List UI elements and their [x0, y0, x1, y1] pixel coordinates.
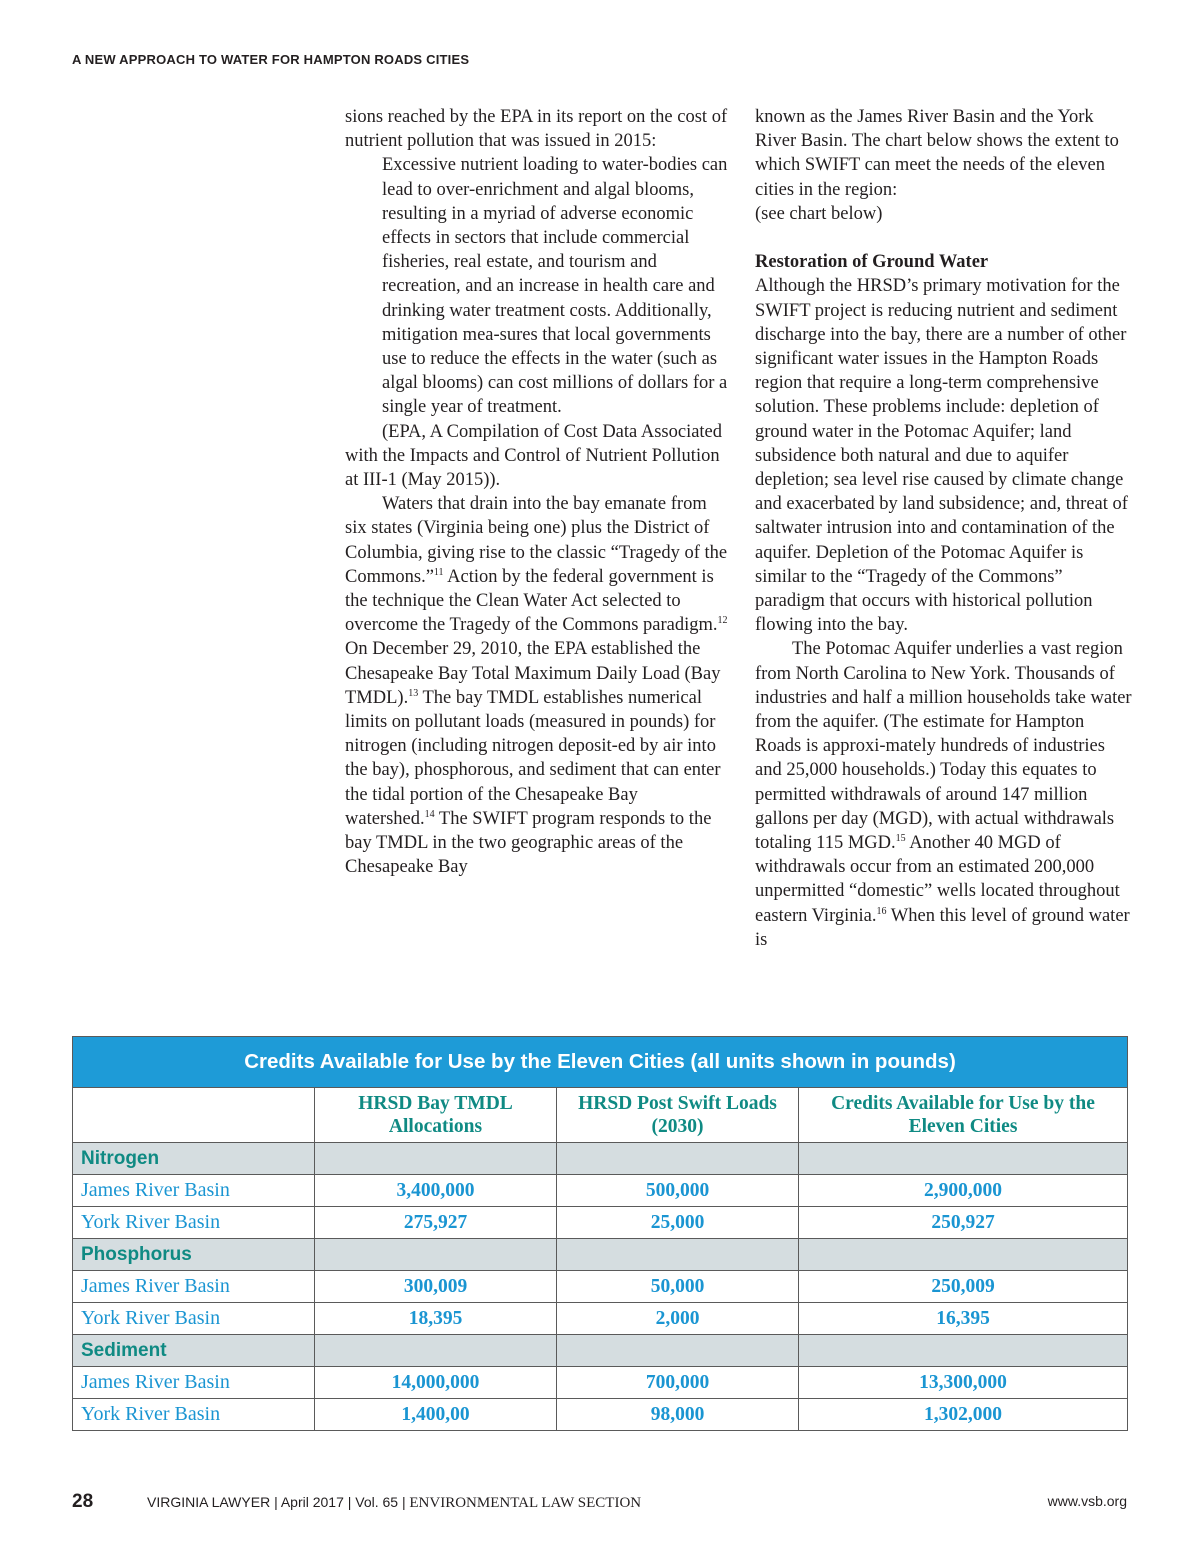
post-swift-load: 700,000	[557, 1367, 799, 1399]
credits-available: 13,300,000	[799, 1367, 1128, 1399]
footnote-marker: 11	[433, 566, 444, 578]
empty-cell	[315, 1239, 557, 1271]
tmdl-allocation: 3,400,000	[315, 1175, 557, 1207]
text-run: Another 40 MGD of withdrawals occur from an estimated 200,000 unpermitted “domestic” wells located throughout eastern Virginia.	[755, 833, 1120, 926]
magazine-info: VIRGINIA LAWYER | April 2017 | Vol. 65 |	[147, 1494, 406, 1510]
table-header-row	[73, 1088, 1128, 1143]
paragraph: Although the HRSD’s primary motivation for the SWIFT project is reducing nutrient and sediment discharge into the bay, there are a number of other significant water issues in the Hampton Roads region that require a long-term comprehensive solution. These problems include: depletion of ground water in the Potomac Aquifer; land subsidence both natural and due to aquifer depletion; sea level rise caused by climate change and exacerbated by land subsidence; and, threat of saltwater intrusion into and contamination of the aquifer. Depletion of the Potomac Aquifer is similar to the “Tragedy of the Commons” paradigm that occurs with historical pollution flowing into the bay.	[755, 276, 1128, 636]
credits-available: 1,302,000	[799, 1399, 1128, 1431]
footnote-marker: 13	[408, 687, 419, 699]
post-swift-load: 25,000	[557, 1207, 799, 1239]
table-row	[73, 1207, 1128, 1239]
basin-name: York River Basin	[73, 1207, 315, 1239]
group-row-sediment	[73, 1335, 1128, 1367]
footnote-marker: 16	[876, 905, 887, 917]
spacer	[755, 226, 1135, 250]
footnote-marker: 12	[717, 615, 728, 627]
article-column-right	[755, 105, 1135, 952]
table-title: Credits Available for Use by the Eleven Cities (all units shown in pounds)	[73, 1037, 1128, 1088]
paragraph	[755, 637, 1135, 952]
text-run: The Potomac Aquifer underlies a vast region from North Carolina to New York. Thousands of industries and half a million households take water from the aquifer. (The estimate for Hampton Roads is approxi-mately hundreds of industries and 25,000 households.) Today this equates to permitted withdrawals of around 147 million gallons per day (MGD), with actual withdrawals totaling 115 MGD.	[755, 639, 1132, 854]
tmdl-allocation: 300,009	[315, 1271, 557, 1303]
tmdl-allocation: 18,395	[315, 1303, 557, 1335]
table-row	[73, 1399, 1128, 1431]
text-run: The SWIFT program responds to the bay TMDL in the two geographic areas of the Chesapeake Bay	[345, 808, 712, 878]
article-column-middle	[345, 105, 729, 880]
credits-table	[72, 1036, 1128, 1431]
empty-cell	[315, 1335, 557, 1367]
paragraph: sions reached by the EPA in its report on the cost of nutrient pollution that was issued in 2015:	[345, 107, 728, 152]
paragraph: known as the James River Basin and the York River Basin. The chart below shows the extent to which SWIFT can meet the needs of the eleven cities in the region:	[755, 107, 1119, 200]
text-run: On December 29, 2010, the EPA established the Chesapeake Bay Total Maximum Daily Load (Bay TMDL).	[345, 639, 721, 708]
credits-available: 2,900,000	[799, 1175, 1128, 1207]
footnote-marker: 14	[424, 808, 435, 820]
basin-name: James River Basin	[73, 1271, 315, 1303]
group-label: Nitrogen	[73, 1143, 315, 1175]
table-row	[73, 1367, 1128, 1399]
post-swift-load: 500,000	[557, 1175, 799, 1207]
section-subhead: Restoration of Ground Water	[755, 252, 989, 273]
post-swift-load: 2,000	[557, 1303, 799, 1335]
tmdl-allocation: 275,927	[315, 1207, 557, 1239]
empty-cell	[557, 1239, 799, 1271]
block-quote: Excessive nutrient loading to water-bodies can lead to over-enrichment and algal blooms, resulting in a myriad of adverse economic effects in sectors that include commercial fisheries, real estate, and tourism and recreation, and an increase in health care and drinking water treatment costs. Additionally, mitigation mea-sures that local governments use to reduce the effects in the water (such as algal blooms) can cost millions of dollars for a single year of treatment.	[382, 155, 728, 418]
basin-name: York River Basin	[73, 1399, 315, 1431]
column-header	[73, 1088, 315, 1143]
credits-available: 250,927	[799, 1207, 1128, 1239]
group-row-nitrogen	[73, 1143, 1128, 1175]
column-header: HRSD Bay TMDL Allocations	[315, 1088, 557, 1143]
empty-cell	[557, 1143, 799, 1175]
empty-cell	[799, 1335, 1128, 1367]
running-head: A NEW APPROACH TO WATER FOR HAMPTON ROADS CITIES	[72, 52, 470, 67]
credits-available: 250,009	[799, 1271, 1128, 1303]
paragraph	[345, 492, 729, 879]
table-row	[73, 1303, 1128, 1335]
footnote-marker: 15	[895, 833, 906, 845]
group-label: Sediment	[73, 1335, 315, 1367]
post-swift-load: 50,000	[557, 1271, 799, 1303]
quote-citation: (EPA, A Compilation of Cost Data Associated with the Impacts and Control of Nutrient Pollution at III-1 (May 2015)).	[345, 421, 723, 491]
text-run: Action by the federal government is the technique the Clean Water Act selected to overcome the Tragedy of the Commons paradigm.	[345, 566, 718, 636]
section-name: ENVIRONMENTAL LAW SECTION	[405, 1495, 642, 1511]
empty-cell	[799, 1143, 1128, 1175]
post-swift-load: 98,000	[557, 1399, 799, 1431]
basin-name: York River Basin	[73, 1303, 315, 1335]
column-header: HRSD Post Swift Loads (2030)	[557, 1088, 799, 1143]
group-label: Phosphorus	[73, 1239, 315, 1271]
column-header: Credits Available for Use by the Eleven Cities	[799, 1088, 1128, 1143]
footer-publication	[147, 1494, 641, 1512]
table-row	[73, 1271, 1128, 1303]
tmdl-allocation: 1,400,00	[315, 1399, 557, 1431]
basin-name: James River Basin	[73, 1367, 315, 1399]
empty-cell	[315, 1143, 557, 1175]
table-row	[73, 1175, 1128, 1207]
basin-name: James River Basin	[73, 1175, 315, 1207]
footer-url: www.vsb.org	[1047, 1493, 1127, 1509]
group-row-phosphorus	[73, 1239, 1128, 1271]
text-run: Waters that drain into the bay emanate from six states (Virginia being one) plus the District of Columbia, giving rise to the classic “Tragedy of the Commons.”	[345, 494, 728, 587]
empty-cell	[799, 1239, 1128, 1271]
chart-reference: (see chart below)	[755, 203, 883, 224]
empty-cell	[557, 1335, 799, 1367]
text-run: When this level of ground water is	[755, 905, 1130, 950]
text-run: The bay TMDL establishes numerical limits on pollutant loads (measured in pounds) for nitrogen (including nitrogen deposit-ed by air into the bay), phosphorous, and sediment that can enter the tidal portion of the Chesapeake Bay watershed.	[345, 687, 721, 829]
tmdl-allocation: 14,000,000	[315, 1367, 557, 1399]
credits-available: 16,395	[799, 1303, 1128, 1335]
page-number: 28	[72, 1491, 94, 1512]
